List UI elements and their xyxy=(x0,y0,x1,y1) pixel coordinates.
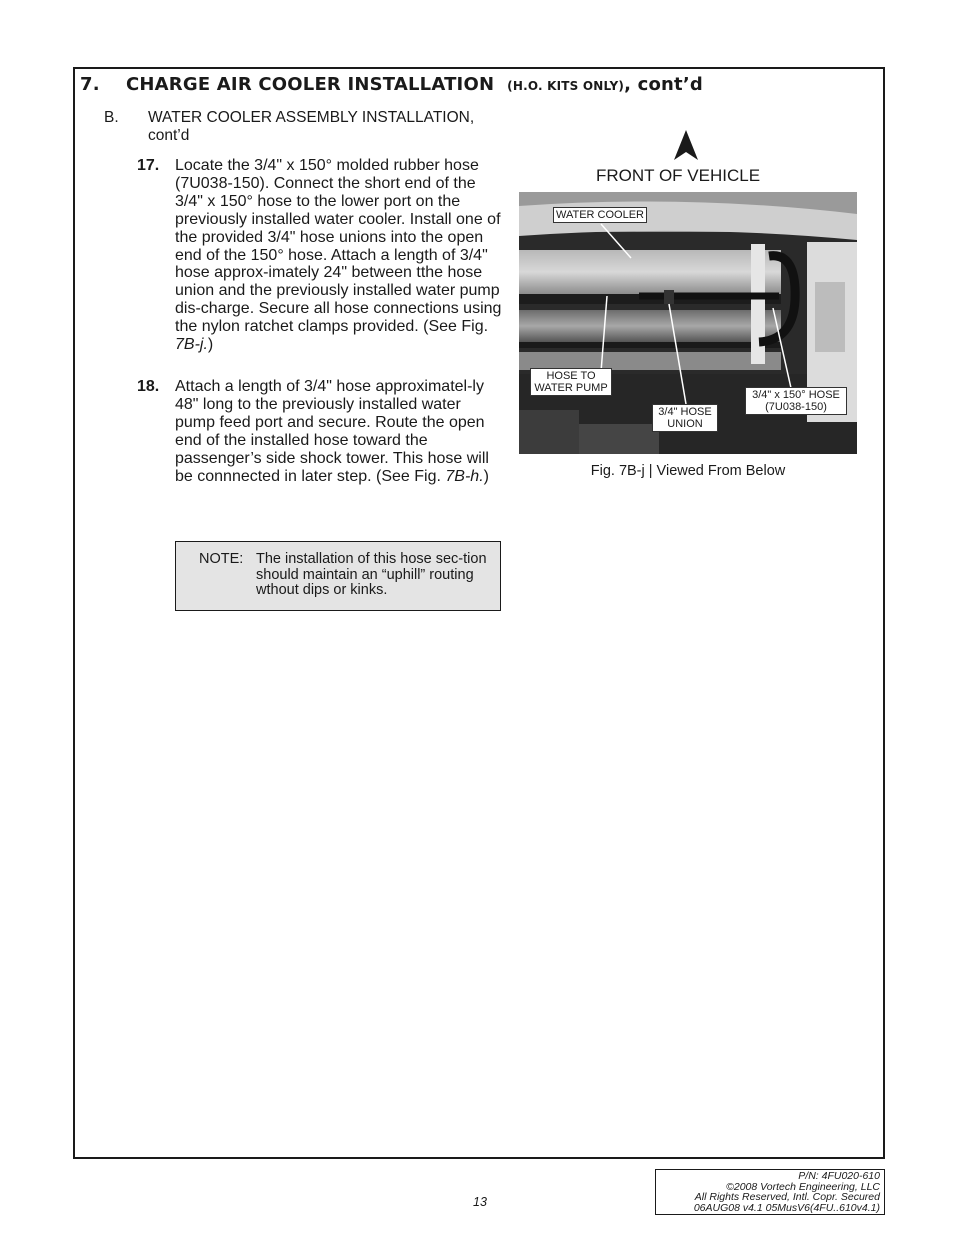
step-body: Attach a length of 3/4" hose approximatel-ly 48" long to the previously installed water pump feed port and secure. Route the open end of the installed hose toward the passenger’s side shock tower. This hose will be connnected in later step. (See Fig. xyxy=(175,378,489,485)
up-arrow-icon xyxy=(674,130,698,160)
step-text xyxy=(175,157,505,354)
section-suffix: , cont’d xyxy=(624,74,703,95)
copyright-line: ©2008 Vortech Engineering, LLC xyxy=(726,1180,880,1193)
part-number: P/N: 4FU020-610 xyxy=(798,1170,880,1182)
page-number: 13 xyxy=(473,1195,487,1209)
section-number: 7. xyxy=(80,74,100,95)
subsection-title: WATER COOLER ASSEMBLY INSTALLATION, cont’d xyxy=(148,109,475,144)
figure-reference-link: 7B-j. xyxy=(175,336,208,354)
rights-line: All Rights Reserved, Intl. Copr. Secured xyxy=(694,1191,880,1204)
step-number: 17. xyxy=(137,157,160,174)
step-body: Locate the 3/4" x 150° molded rubber hose (7U038-150). Connect the short end of the 3/4" x 150° hose to the lower port on the previously installed water cooler. Install one of the provided 3/4" hose unions into the open end of the 150° hose. Attach a length of 3/4" hose approx-imately 24" between tthe hose union and the previously installed water pump dis-charge. Secure all hose connections using the nylon ratchet clamps provided. (See Fig. xyxy=(175,157,502,336)
figure-caption: Fig. 7B-j | Viewed From Below xyxy=(590,463,786,479)
callout-hose-to-pump: HOSE TO WATER PUMP xyxy=(530,368,612,396)
version-line: 06AUG08 v4.1 05MusV6(4FU..610v4.1) xyxy=(693,1201,880,1214)
footer-copyright-box xyxy=(655,1169,885,1215)
step-text xyxy=(175,378,505,485)
section-title-text: CHARGE AIR COOLER INSTALLATION xyxy=(126,74,495,95)
note-box xyxy=(175,541,501,611)
section-title xyxy=(80,74,703,95)
callout-hose-union: 3/4" HOSE UNION xyxy=(652,404,718,432)
front-of-vehicle-label: FRONT OF VEHICLE xyxy=(596,166,761,185)
step-close-paren: ) xyxy=(207,336,214,354)
step-number: 18. xyxy=(137,378,160,395)
note-label: NOTE: xyxy=(199,551,244,567)
figure-reference-link: 7B-h. xyxy=(445,467,484,485)
subsection-letter: B. xyxy=(104,109,119,126)
note-text: The installation of this hose sec-tion should maintain an “uphill” routing wthout dips or kinks. xyxy=(256,551,487,598)
callout-molded-hose: 3/4" x 150° HOSE (7U038-150) xyxy=(745,387,847,415)
section-qualifier: (H.O. KITS ONLY) xyxy=(507,79,625,93)
step-close-paren: ) xyxy=(483,467,489,485)
callout-water-cooler: WATER COOLER xyxy=(553,207,647,223)
